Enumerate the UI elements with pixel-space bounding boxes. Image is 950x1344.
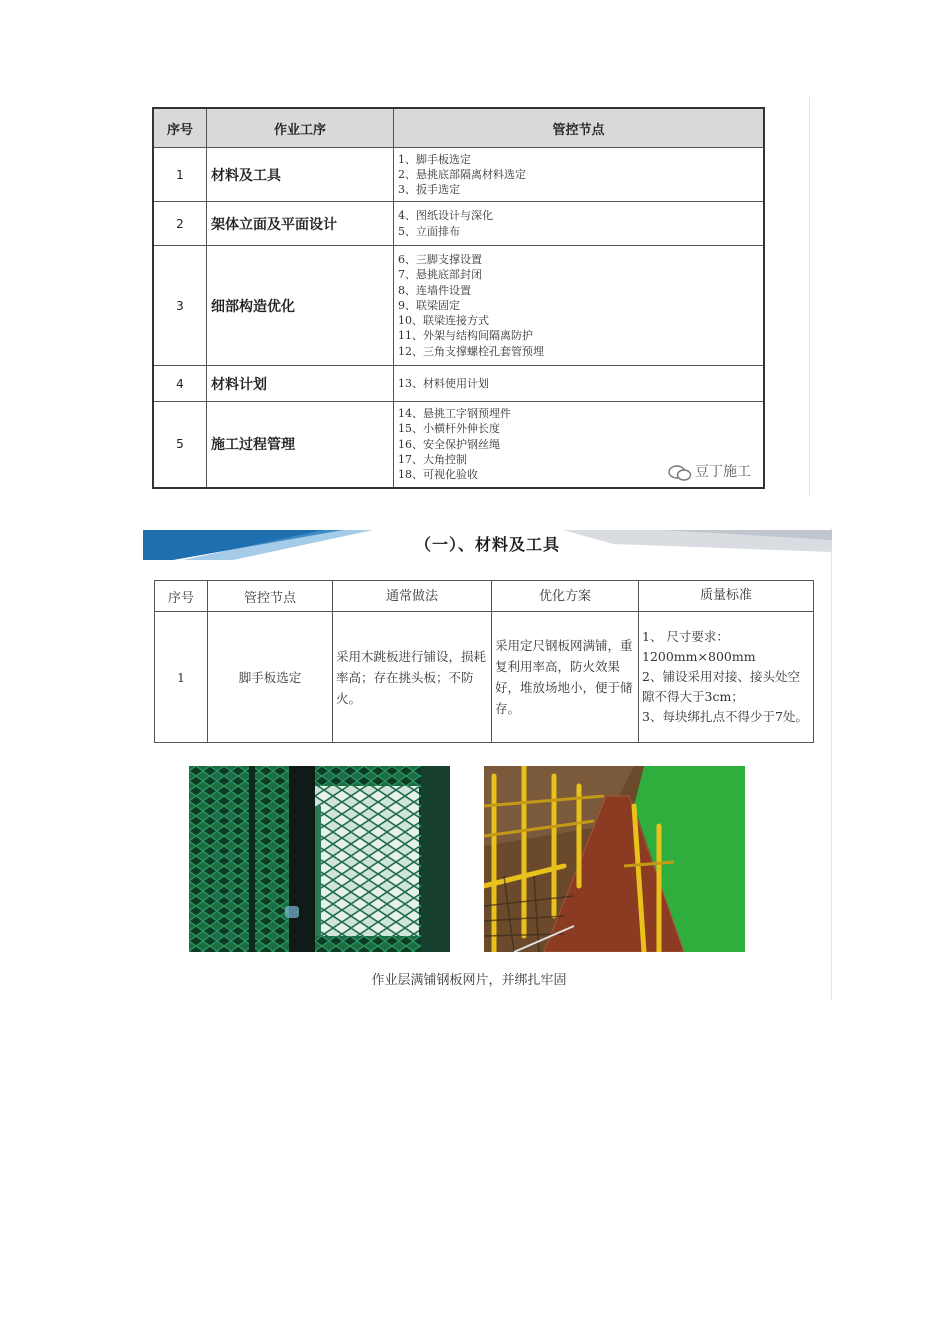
row-number: 5: [153, 402, 207, 488]
node-item: 9、联梁固定: [398, 298, 460, 312]
node-item: 18、可视化验收: [398, 468, 478, 482]
node-item: 3、扳手选定: [398, 183, 460, 197]
node-item: 14、悬挑工字钢预埋件: [398, 407, 511, 420]
node-item: 12、三角支撑螺栓孔套管预埋: [398, 344, 544, 358]
overview-table-image: [143, 97, 810, 497]
node-item: 11、外架与结构间隔离防护: [398, 329, 533, 343]
node-item: 8、连墙件设置: [398, 283, 471, 297]
table-header-row: [153, 108, 764, 148]
section-slide-image: [143, 528, 832, 1000]
header-process: 作业工序: [207, 108, 394, 148]
wechat-icon: [668, 465, 692, 481]
table-row: [153, 246, 764, 366]
node-item: 5、立面排布: [398, 224, 460, 238]
row-step: 细部构造优化: [207, 246, 394, 366]
node-item: 6、三脚支撑设置: [398, 252, 482, 266]
node-item: 2、悬挑底部隔离材料选定: [398, 167, 526, 181]
image-edge: [831, 528, 832, 1000]
header-usual-practice: 通常做法: [333, 581, 492, 612]
watermark: [668, 465, 751, 481]
row-optimized-plan: 采用定尺钢板网满铺，重复利用率高，防火效果好，堆放场地小，便于储存。: [492, 612, 639, 743]
row-step: 施工过程管理: [207, 402, 394, 488]
table-header-row: [155, 581, 814, 612]
table-row: [153, 148, 764, 202]
row-nodes: [394, 202, 765, 246]
row-number: 1: [155, 612, 208, 743]
row-step: 架体立面及平面设计: [207, 202, 394, 246]
node-item: 7、悬挑底部封闭: [398, 268, 482, 282]
row-control-node: 脚手板选定: [208, 612, 333, 743]
quality-item: 2、铺设采用对接、接头处空隙不得大于3cm；: [642, 669, 800, 704]
steel-mesh-photo: [189, 766, 450, 952]
quality-item: 3、每块绑扎点不得少于7处。: [642, 709, 808, 724]
node-item: 16、安全保护钢丝绳: [398, 437, 500, 451]
section-title: （一）、材料及工具: [414, 535, 560, 554]
node-item: 17、大角控制: [398, 452, 467, 466]
row-quality-standard: [639, 612, 814, 743]
overview-table: [152, 107, 765, 489]
node-item: 10、联梁连接方式: [398, 314, 489, 328]
photo-caption: 作业层满铺钢板网片，并绑扎牢固: [371, 973, 567, 988]
node-item: 1、脚手板选定: [398, 152, 471, 166]
materials-table: [154, 580, 814, 743]
quality-item: 1、 尺寸要求：1200mm×800mm: [642, 629, 756, 664]
row-number: 2: [153, 202, 207, 246]
row-number: 1: [153, 148, 207, 202]
node-item: 13、材料使用计划: [398, 376, 489, 390]
row-number: 3: [153, 246, 207, 366]
header-optimized-plan: 优化方案: [492, 581, 639, 612]
row-step: 材料计划: [207, 366, 394, 402]
row-nodes: [394, 246, 765, 366]
image-edge: [809, 97, 810, 497]
watermark-text: 豆丁施工: [695, 463, 751, 480]
table-row: [153, 202, 764, 246]
row-step: 材料及工具: [207, 148, 394, 202]
scaffold-walkway-photo: [484, 766, 745, 952]
table-row: [155, 612, 814, 743]
node-item: 15、小横杆外伸长度: [398, 422, 500, 436]
row-number: 4: [153, 366, 207, 402]
row-nodes: [394, 366, 765, 402]
header-control-nodes: 管控节点: [394, 108, 765, 148]
header-index: 序号: [153, 108, 207, 148]
table-row: [153, 402, 764, 488]
header-control-node: 管控节点: [208, 581, 333, 612]
row-usual-practice: 采用木跳板进行铺设，损耗率高；存在挑头板；不防火。: [333, 612, 492, 743]
header-quality-standard: 质量标准: [639, 581, 814, 612]
node-item: 4、图纸设计与深化: [398, 209, 493, 223]
table-row: [153, 366, 764, 402]
header-index: 序号: [155, 581, 208, 612]
row-nodes: [394, 148, 765, 202]
row-nodes: [394, 402, 765, 488]
